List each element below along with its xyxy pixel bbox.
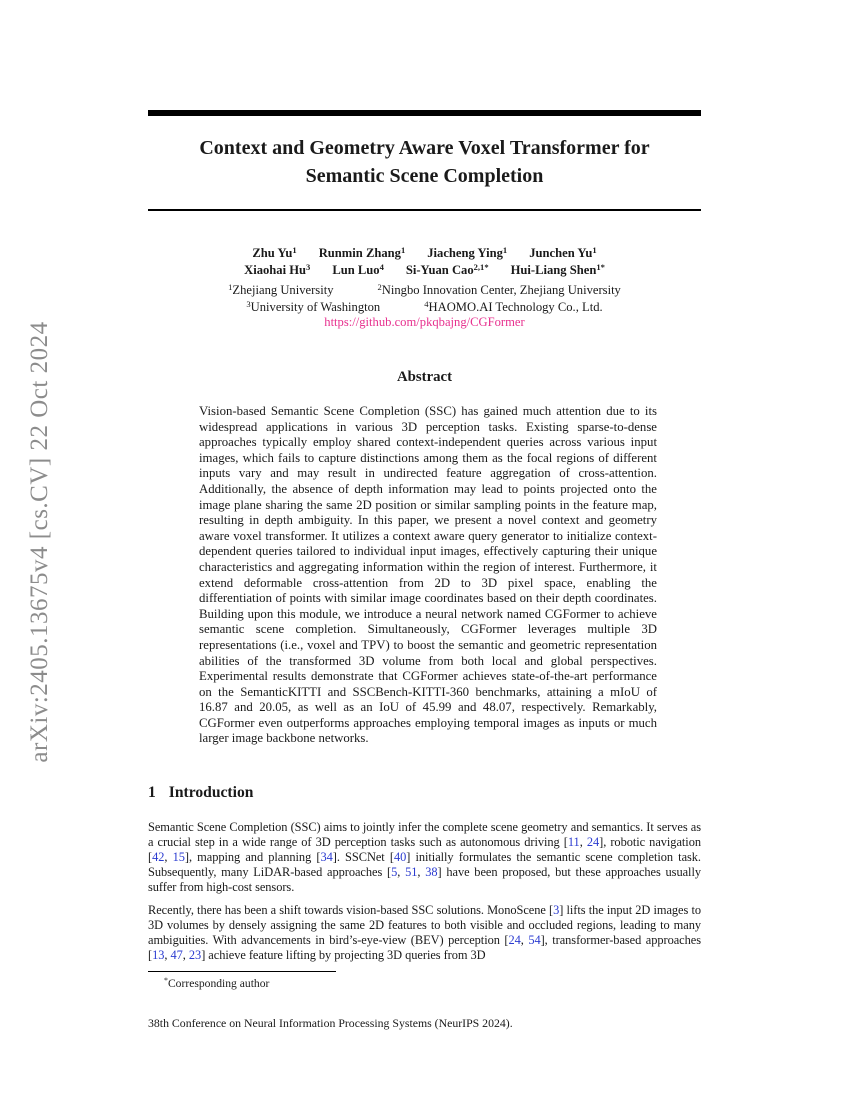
superscript-marker: 1* xyxy=(596,261,605,272)
author-block xyxy=(148,246,701,280)
citation-link[interactable]: 47 xyxy=(170,947,183,962)
text-run: ], transformer-based approaches [ xyxy=(148,932,705,962)
paper-title-line1: Context and Geometry Aware Voxel Transformer for xyxy=(199,137,650,159)
text-run: , xyxy=(164,849,173,864)
abstract-heading: Abstract xyxy=(396,369,453,385)
github-repo-link[interactable]: https://github.com/pkqbajng/CGFormer xyxy=(324,315,525,329)
superscript-marker: 2 xyxy=(377,282,382,293)
paper-title xyxy=(148,134,701,190)
text-run: Jiacheng Ying xyxy=(427,246,503,260)
text-run: ], robotic navigation [ xyxy=(148,834,705,864)
affiliation-block xyxy=(148,283,701,317)
text-run: HAOMO.AI Technology Co., Ltd. xyxy=(428,299,603,314)
superscript-marker: 3 xyxy=(246,298,251,309)
citation-link[interactable]: 23 xyxy=(188,947,202,962)
text-run: ] initially formulates the semantic scene completion task. Subsequently, many LiDAR-based approaches [ xyxy=(148,849,705,879)
citation-link[interactable]: 24 xyxy=(586,834,600,849)
abstract-body: Vision-based Semantic Scene Completion (SSC) has gained much attention due to its widespread applications in various 3D perception tasks. Existing sparse-to-dense approaches typically employ shared context-independent queries across various input images, which fails to capture distinctions among them as the focal regions of different inputs vary and may result in undirected feature aggregation of cross-attention. Additionally, the absence of depth information may lead to points projected onto the image plane sharing the same 2D position or similar sampling points in the feature map, resulting in depth ambiguity. In this paper, we present a novel context and geometry aware voxel transformer. It utilizes a context aware query generator to initialize context-dependent queries tailored to individual input images, effectively capturing their unique characteristics and aggregating information within the region of interest. Furthermore, it extend deformable cross-attention from 2D to 3D pixel space, enabling the differentiation of points with similar image coordinates based on their depth coordinates. Building upon this module, we introduce a neural network named CGFormer to achieve semantic scene completion. Simultaneously, CGFormer leverages multiple 3D representations (i.e., voxel and TPV) to boost the semantic and geometric representation abilities of the transformed 3D volume from both local and global perspectives. Experimental results demonstrate that CGFormer achieves state-of-the-art performance on the SemanticKITTI and SSCBench-KITTI-360 benchmarks, attaining a mIoU of 16.87 and 20.05, as well as an IoU of 45.99 and 48.07, respectively. Remarkably, CGFormer even outperforms approaches employing temporal images as inputs or much larger image backbone networks. xyxy=(199,404,657,746)
superscript-marker: 4 xyxy=(379,261,384,272)
header-rule-thick xyxy=(148,110,701,116)
superscript-marker: 1 xyxy=(502,245,508,256)
text-run: Runmin Zhang xyxy=(318,246,401,260)
text-run: ]. SSCNet [ xyxy=(332,849,394,864)
superscript-marker: 2,1* xyxy=(473,261,489,272)
superscript-marker: * xyxy=(164,976,168,986)
citation-link[interactable]: 54 xyxy=(528,932,541,947)
text-run: Zhejiang University xyxy=(232,283,334,297)
text-run: Junchen Yu xyxy=(529,246,593,260)
citation-link[interactable]: 11 xyxy=(567,834,580,849)
text-run: , xyxy=(417,864,426,879)
conference-footer: 38th Conference on Neural Information Processing Systems (NeurIPS 2024). xyxy=(148,1016,513,1030)
section-number: 1 xyxy=(148,784,156,801)
text-run: Xiaohai Hu xyxy=(244,262,307,277)
superscript-marker: 1 xyxy=(592,245,597,256)
citation-link[interactable]: 3 xyxy=(553,903,560,917)
superscript-marker: 1 xyxy=(292,245,297,256)
title-rule-thin xyxy=(148,209,701,211)
citation-link[interactable]: 38 xyxy=(425,864,438,879)
text-run: , xyxy=(520,932,529,947)
text-run: Ningbo Innovation Center, Zhejiang University xyxy=(381,283,621,297)
text-run: Corresponding author xyxy=(167,977,270,990)
citation-link[interactable]: 15 xyxy=(172,849,185,864)
text-run: Semantic Scene Completion (SSC) aims to jointly infer the complete scene geometry and semantics. It serves as a crucial step in a wide range of 3D perception tasks such as autonomous driving [ xyxy=(148,820,705,849)
text-run: , xyxy=(164,947,171,962)
citation-link[interactable]: 5 xyxy=(391,864,398,879)
footnote-rule xyxy=(148,971,336,972)
text-run: , xyxy=(397,864,406,879)
section-heading-introduction xyxy=(148,784,701,802)
text-run: Recently, there has been a shift towards vision-based SSC solutions. MonoScene [ xyxy=(148,903,554,917)
text-run: Si-Yuan Cao xyxy=(405,262,474,277)
text-run: University of Washington xyxy=(250,299,381,314)
affiliation-line-1 xyxy=(148,283,701,300)
superscript-marker: 1 xyxy=(400,245,406,256)
paper-title-line2: Semantic Scene Completion xyxy=(305,165,544,187)
arxiv-watermark-text: arXiv:2405.13675v4 [cs.CV] 22 Oct 2024 xyxy=(26,321,53,763)
intro-paragraph-1 xyxy=(148,820,705,895)
author-row-1 xyxy=(148,246,701,263)
citation-link[interactable]: 40 xyxy=(393,849,407,864)
superscript-marker: 3 xyxy=(306,261,311,272)
corresponding-author-footnote xyxy=(148,977,701,990)
superscript-marker: 4 xyxy=(424,298,429,309)
text-run: ] have been proposed, but these approaches usually suffer from high-cost sensors. xyxy=(148,864,705,894)
citation-link[interactable]: 24 xyxy=(508,932,521,947)
text-run: ], mapping and planning [ xyxy=(184,849,321,864)
intro-paragraph-2 xyxy=(148,903,705,963)
citation-link[interactable]: 34 xyxy=(320,849,333,864)
superscript-marker: 1 xyxy=(228,282,233,293)
author-row-2 xyxy=(148,263,701,280)
text-run: Zhu Yu xyxy=(252,246,293,260)
citation-link[interactable]: 13 xyxy=(152,947,165,962)
text-run: Lun Luo xyxy=(332,262,380,277)
citation-link[interactable]: 51 xyxy=(405,864,418,879)
citation-link[interactable]: 42 xyxy=(152,849,165,864)
text-run: ] lifts the input 2D images to 3D volumes by densely assigning the same 2D features to both visible and occluded regions, leading to many ambiguities. With advancements in bird’s-eye-view (BEV) perception [ xyxy=(148,903,705,947)
text-run: ] achieve feature lifting by projecting 3D queries from 3D xyxy=(201,947,486,962)
section-title: Introduction xyxy=(168,784,254,801)
text-run: , xyxy=(182,947,189,962)
text-run: , xyxy=(579,834,587,849)
text-run: Hui-Liang Shen xyxy=(510,262,597,277)
